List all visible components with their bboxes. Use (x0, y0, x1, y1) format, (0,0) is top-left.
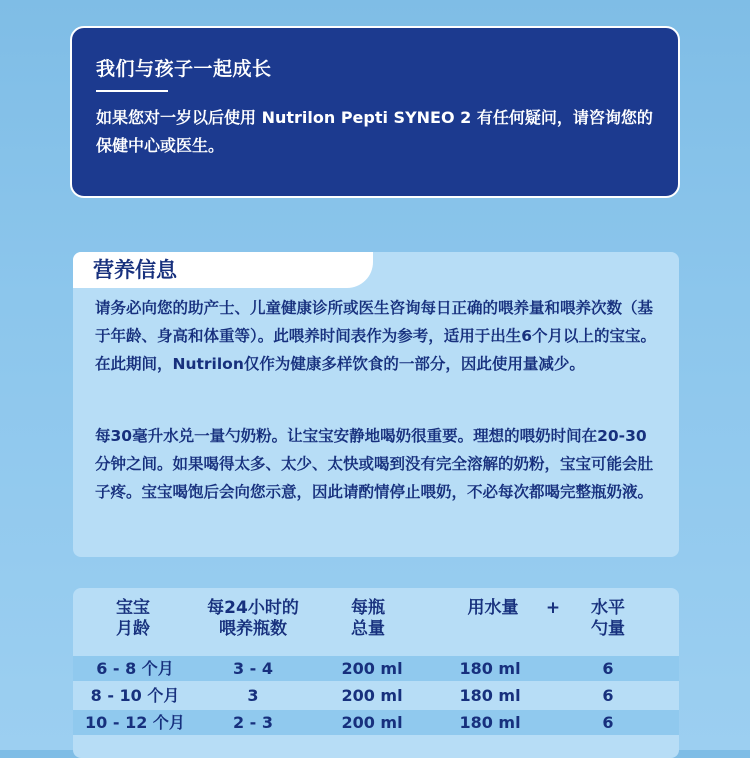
cell-total: 200 ml (341, 659, 403, 678)
info-card-title: 我们与孩子一起成长 (96, 58, 272, 80)
nutrition-panel (73, 252, 679, 557)
nutrition-title: 营养信息 (93, 258, 177, 282)
header-feeds: 每24小时的 喂养瓶数 (207, 598, 299, 639)
info-card-body: 如果您对一岁以后使用 Nutrilon Pepti SYNEO 2 有任何疑问，请咨询您的保健中心或医生。 (96, 108, 653, 155)
cell-feeds: 3 - 4 (232, 659, 274, 678)
header-scoops: 水平 勺量 (591, 598, 625, 639)
header-age: 宝宝 月龄 (116, 598, 150, 639)
cell-age: 6 - 8 个月 (96, 659, 174, 678)
table-row (73, 710, 679, 735)
table-row (73, 683, 679, 708)
header-total: 每瓶 总量 (351, 598, 385, 639)
table-row (73, 656, 679, 681)
cell-age: 10 - 12 个月 (85, 713, 185, 732)
header-water: 用水量 (467, 598, 519, 618)
cell-water: 180 ml (459, 659, 521, 678)
cell-water: 180 ml (459, 686, 521, 705)
feeding-table (73, 588, 679, 758)
cell-age: 8 - 10 个月 (90, 686, 180, 705)
cell-scoops: 6 (602, 713, 614, 732)
nutrition-paragraph-1: 请务必向您的助产士、儿童健康诊所或医生咨询每日正确的喂养量和喂养次数（基于年龄、身高和体重等）。此喂养时间表作为参考，适用于出生6个月以上的宝宝。在此期间，Nutrilon仅作为健康多样饮食的一部分，因此使用量减少。 (95, 299, 657, 373)
header-plus: + (545, 598, 561, 618)
nutrition-paragraph-2: 每30毫升水兑一量勺奶粉。让宝宝安静地喝奶很重要。理想的喂奶时间在20-30分钟之间。如果喝得太多、太少、太快或喝到没有完全溶解的奶粉，宝宝可能会肚子疼。宝宝喝饱后会向您示意，因此请酌情停止喂奶，不必每次都喝完整瓶奶液。 (95, 427, 654, 501)
cell-scoops: 6 (602, 686, 614, 705)
cell-feeds: 2 - 3 (232, 713, 274, 732)
cell-total: 200 ml (341, 686, 403, 705)
cell-scoops: 6 (602, 659, 614, 678)
cell-water: 180 ml (459, 713, 521, 732)
title-underline (96, 90, 168, 92)
nutrition-title-tab (73, 252, 373, 288)
cell-total: 200 ml (341, 713, 403, 732)
info-card (70, 26, 680, 198)
cell-feeds: 3 (247, 686, 259, 705)
